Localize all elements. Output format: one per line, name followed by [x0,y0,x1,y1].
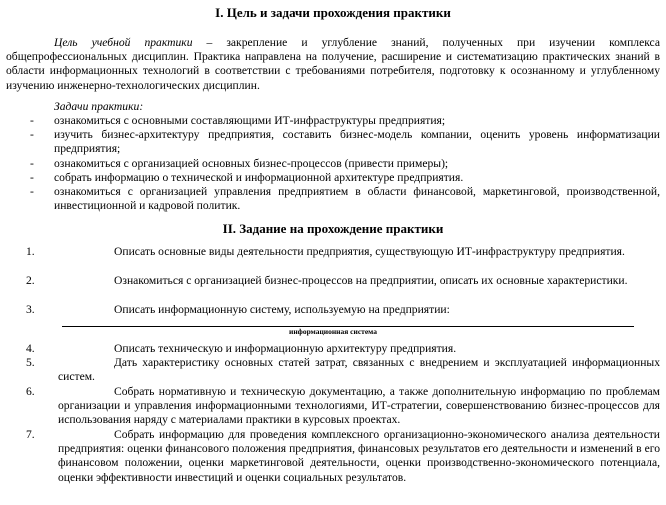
task-text: изучить бизнес-архитектуру предприятия, составить бизнес-модель компании, оценить уровень информатизации предприятия; [54,128,660,156]
item-number: 1. [26,245,35,258]
item-text: Описать основные виды деятельности предприятия, существующую ИТ-инфраструктуру предприятия. [114,245,625,258]
item-number: 2. [26,274,35,287]
bullet: - [30,114,34,127]
task-text: собрать информацию о технической и информационной архитектуре предприятия. [54,171,464,184]
item-number: 5. [26,356,35,369]
item-text: Собрать нормативную и техническую документацию, а также дополнительную информацию по проблемам организации и управления информационными технологиями, ИТ-стратегии, совершенствованию бизнес-процессов для использования наряду с материалами практики в курсовых проектах. [58,385,660,427]
goal-text: – закрепление и углубление знаний, полученных при изучении комплекса общепрофессиональных дисциплин. Практика направлена на получение, расширение и систематизацию практических знаний в области информационных технологий в соответствии с требованиями потребителя, подготовку к осознанному и углубленному изучению инженерно-технологических дисциплин. [6,36,660,92]
item-number: 6. [26,385,35,398]
item-number: 4. [26,342,35,355]
bullet: - [30,128,34,141]
item-text: Описать информационную систему, используемую на предприятии: [114,303,450,316]
bullet: - [30,185,34,198]
item-text: Дать характеристику основных статей затрат, связанных с внедрением и эксплуатацией информационных систем. [58,356,660,384]
task-text: ознакомиться с организацией управления предприятием в области финансовой, маркетинговой, производственной, инвестиционной и кадровой политик. [54,185,660,213]
section2-title: II. Задание на прохождение практики [222,221,444,236]
item-text: Собрать информацию для проведения комплексного организационно-экономического анализа деятельности предприятия: оценки финансового положения предприятия, финансовых результатов его деятельности и изменений в его финансовом положении, оценки маркетинговой деятельности, оценки производственно-экономического потенциала, оценки эффективности инвестиций и оценки социальных результатов. [58,428,660,484]
bullet: - [30,171,34,184]
task-text: ознакомиться с организацией основных бизнес-процессов (привести примеры); [54,157,449,170]
section1-title: I. Цель и задачи прохождения практики [215,5,451,20]
bullet: - [30,157,34,170]
goal-paragraph [6,36,660,93]
task-text: ознакомиться с основными составляющими ИТ-инфраструктуры предприятия; [54,114,446,127]
tasks-label: Задачи практики: [54,100,144,113]
goal-label: Цель учебной практики [54,36,193,49]
item-number: 7. [26,428,35,441]
fill-in-caption: информационная система [289,327,377,336]
item-number: 3. [26,303,35,316]
item-text: Описать техническую и информационную архитектуру предприятия. [114,342,457,355]
item-text: Ознакомиться с организацией бизнес-процессов на предприятии, описать их основные характеристики. [114,274,628,287]
